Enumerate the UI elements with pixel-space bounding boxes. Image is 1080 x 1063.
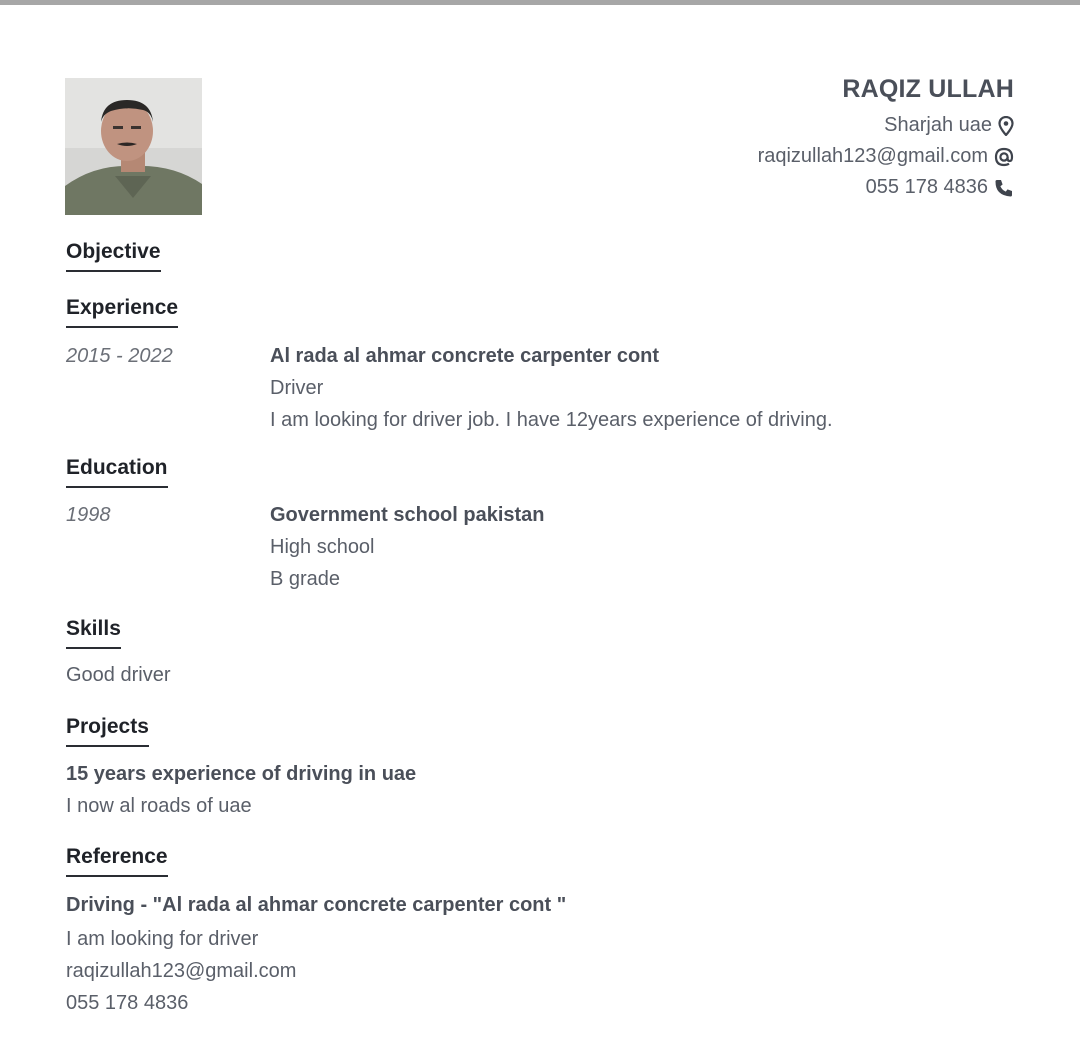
location-text: Sharjah uae	[884, 114, 992, 136]
experience-heading: Experience	[66, 295, 178, 328]
skill-item: Good driver	[66, 664, 171, 686]
project-item	[66, 758, 1026, 822]
phone-text[interactable]: 055 178 4836	[865, 176, 988, 198]
education-school: Government school pakistan	[270, 504, 545, 526]
skills-section	[66, 616, 1026, 691]
email-text[interactable]: raqizullah123@gmail.com	[757, 145, 988, 167]
experience-company: Al rada al ahmar concrete carpenter cont	[270, 345, 660, 367]
education-section	[66, 455, 1026, 595]
skills-heading: Skills	[66, 616, 121, 649]
experience-item	[66, 340, 1026, 436]
objective-section	[66, 239, 1026, 272]
education-entry	[270, 499, 1026, 595]
reference-phone[interactable]: 055 178 4836	[66, 992, 189, 1014]
project-title: 15 years experience of driving in uae	[66, 763, 417, 785]
education-grade: B grade	[270, 568, 341, 590]
reference-section	[66, 844, 1026, 1019]
experience-role: Driver	[270, 377, 324, 399]
projects-section	[66, 714, 1026, 822]
reference-heading: Reference	[66, 844, 168, 877]
projects-heading: Projects	[66, 714, 149, 747]
top-bar	[0, 0, 1080, 5]
location-pin-icon	[998, 116, 1014, 136]
contact-header	[758, 74, 1014, 203]
education-date: 1998	[66, 504, 111, 526]
email-line	[758, 141, 1014, 172]
reference-item	[66, 889, 1026, 1019]
phone-icon	[994, 178, 1014, 198]
at-sign-icon	[994, 147, 1014, 167]
reference-note: I am looking for driver	[66, 928, 259, 950]
experience-date: 2015 - 2022	[66, 345, 173, 367]
phone-line	[758, 172, 1014, 203]
education-item	[66, 499, 1026, 595]
candidate-name: RAQIZ ULLAH	[842, 75, 1014, 103]
reference-email[interactable]: raqizullah123@gmail.com	[66, 960, 297, 982]
education-degree: High school	[270, 536, 375, 558]
location-line	[758, 110, 1014, 141]
profile-photo	[65, 78, 202, 215]
experience-description: I am looking for driver job. I have 12years experience of driving.	[270, 409, 833, 431]
objective-heading: Objective	[66, 239, 161, 272]
experience-section	[66, 295, 1026, 436]
reference-heading-line: Driving - "Al rada al ahmar concrete carpenter cont "	[66, 894, 567, 916]
project-description: I now al roads of uae	[66, 795, 252, 817]
education-heading: Education	[66, 455, 168, 488]
experience-entry	[270, 340, 1026, 436]
